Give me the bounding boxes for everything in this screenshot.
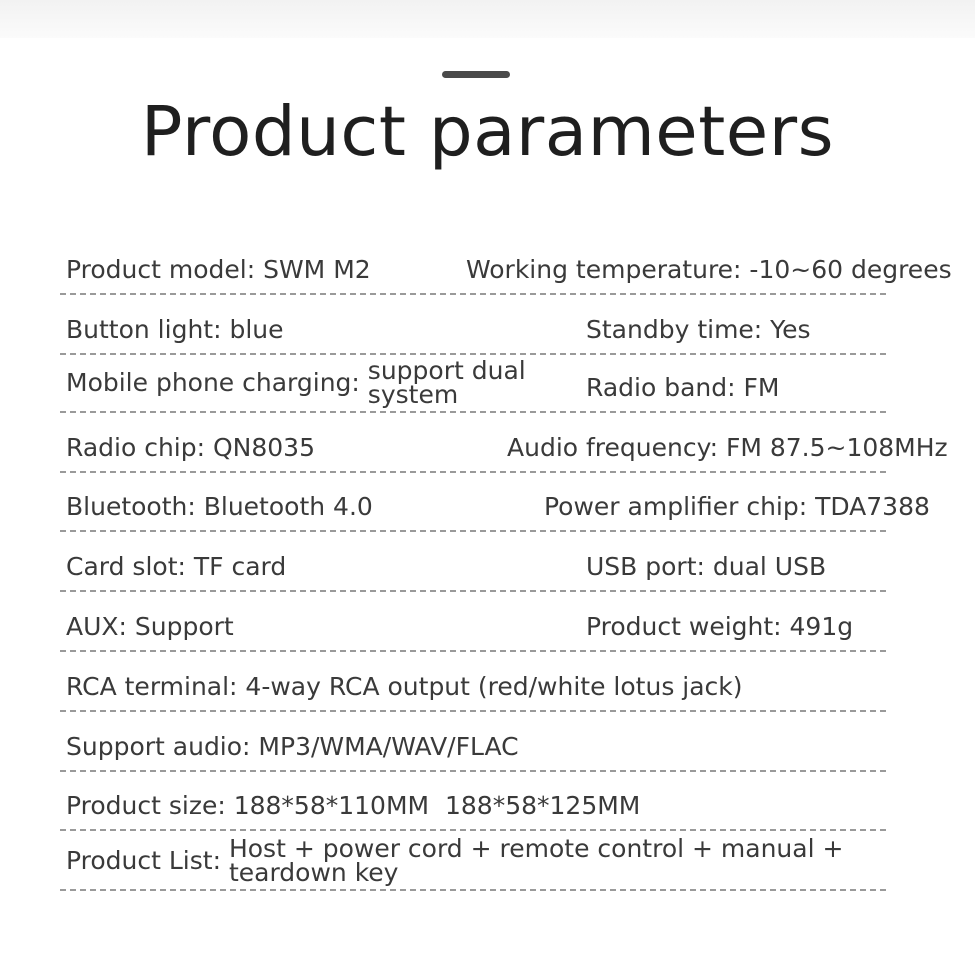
param-row — [60, 351, 886, 413]
param-row — [60, 710, 886, 772]
param-row — [60, 470, 930, 532]
param-value-line: teardown key — [228, 858, 399, 887]
param-row — [60, 829, 886, 891]
param-product-model: Product model: SWM M2 — [66, 255, 371, 284]
param-row — [60, 233, 952, 295]
param-row — [60, 650, 886, 712]
param-value — [228, 834, 844, 887]
param-power-amplifier-chip: Power amplifier chip: TDA7388 — [544, 492, 930, 521]
param-radio-chip: Radio chip: QN8035 — [66, 433, 315, 462]
param-label: Mobile phone charging: — [66, 368, 360, 397]
param-value — [367, 356, 526, 409]
param-bluetooth: Bluetooth: Bluetooth 4.0 — [66, 492, 373, 521]
param-standby-time: Standby time: Yes — [586, 315, 811, 344]
param-usb-port: USB port: dual USB — [586, 552, 827, 581]
param-product-weight: Product weight: 491g — [586, 612, 854, 641]
param-value-line: Host + power cord + remote control + manual + — [228, 834, 844, 863]
param-working-temperature: Working temperature: -10~60 degrees — [466, 255, 952, 284]
param-support-audio: Support audio: MP3/WMA/WAV/FLAC — [66, 732, 519, 761]
param-radio-band: Radio band: FM — [586, 373, 780, 402]
param-card-slot: Card slot: TF card — [66, 552, 287, 581]
param-product-list — [66, 834, 844, 887]
page-title: Product parameters — [140, 92, 835, 172]
param-audio-frequency: Audio frequency: FM 87.5~108MHz — [507, 433, 948, 462]
param-row — [60, 530, 886, 592]
param-value-line: system — [367, 380, 459, 409]
param-rca-terminal: RCA terminal: 4-way RCA output (red/white lotus jack) — [66, 672, 743, 701]
param-label: Product List: — [66, 846, 221, 875]
param-row — [60, 411, 948, 473]
param-product-size: Product size: 188*58*110MM 188*58*125MM — [66, 791, 641, 820]
param-mobile-charging — [66, 356, 526, 409]
param-aux: AUX: Support — [66, 612, 234, 641]
param-button-light: Button light: blue — [66, 315, 284, 344]
param-row — [60, 293, 886, 355]
param-value-line: support dual — [367, 356, 526, 385]
param-row — [60, 769, 886, 831]
param-row — [60, 590, 886, 652]
